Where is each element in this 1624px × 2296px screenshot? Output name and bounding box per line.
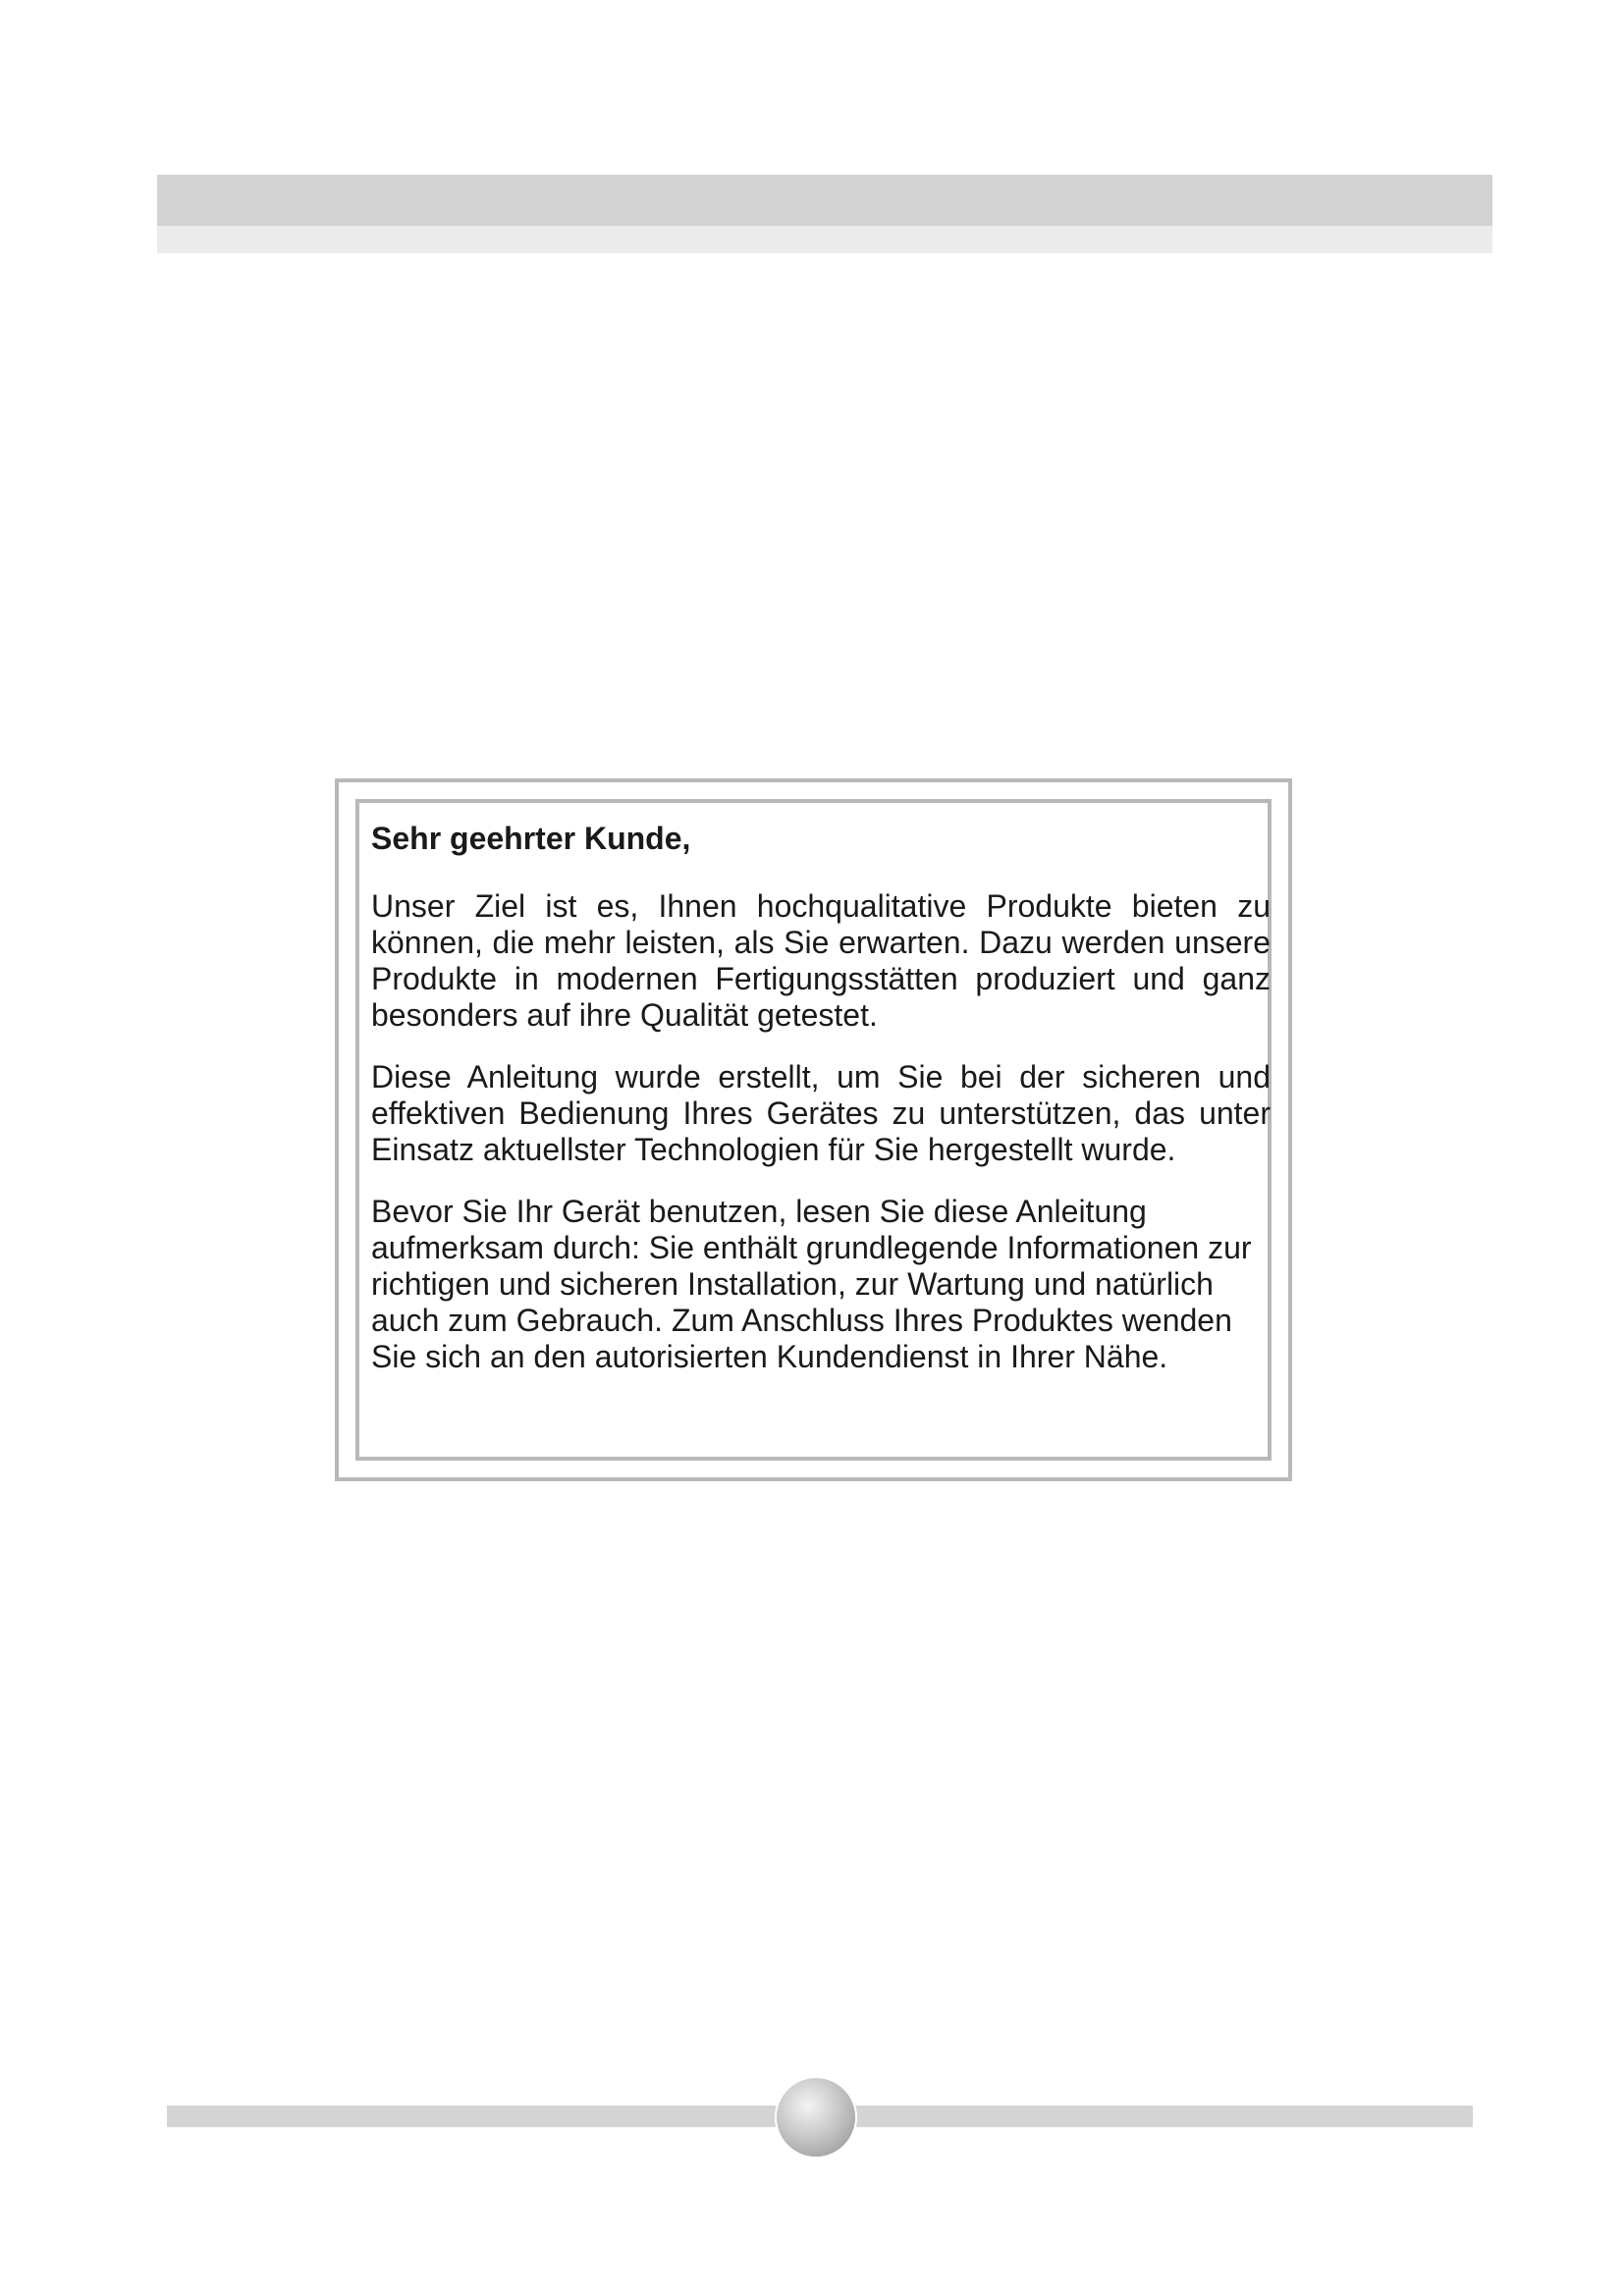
header-band-shadow (157, 226, 1492, 253)
header-band (157, 175, 1492, 226)
letter-paragraph-read-before-use: Bevor Sie Ihr Gerät benutzen, lesen Sie diese Anleitung aufmerksam durch: Sie enthält grundlegende Informationen zur richtigen und sicheren Installation, zur Wartung und natürlich auch zum Gebrauch. Zum Anschluss Ihres Produktes wenden Sie sich an den autorisierten Kundendienst in Ihrer Nähe. (371, 1194, 1252, 1374)
letter-paragraph-quality: Unser Ziel ist es, Ihnen hochqualitative Produkte bieten zu können, die mehr leisten, als Sie erwarten. Dazu werden unsere Produkte in modernen Fertigungsstätten produziert und ganz besonders auf ihre Qualität getestet. (371, 888, 1271, 1033)
customer-letter (371, 821, 1271, 1401)
letter-greeting: Sehr geehrter Kunde, (371, 821, 691, 856)
letter-paragraph-manual-purpose: Diese Anleitung wurde erstellt, um Sie bei der sicheren und effektiven Bedienung Ihres Gerätes zu unterstützen, das unter Einsatz aktuellster Technologien für Sie hergestellt wurde. (371, 1059, 1271, 1167)
page-number-ball (777, 2078, 855, 2157)
